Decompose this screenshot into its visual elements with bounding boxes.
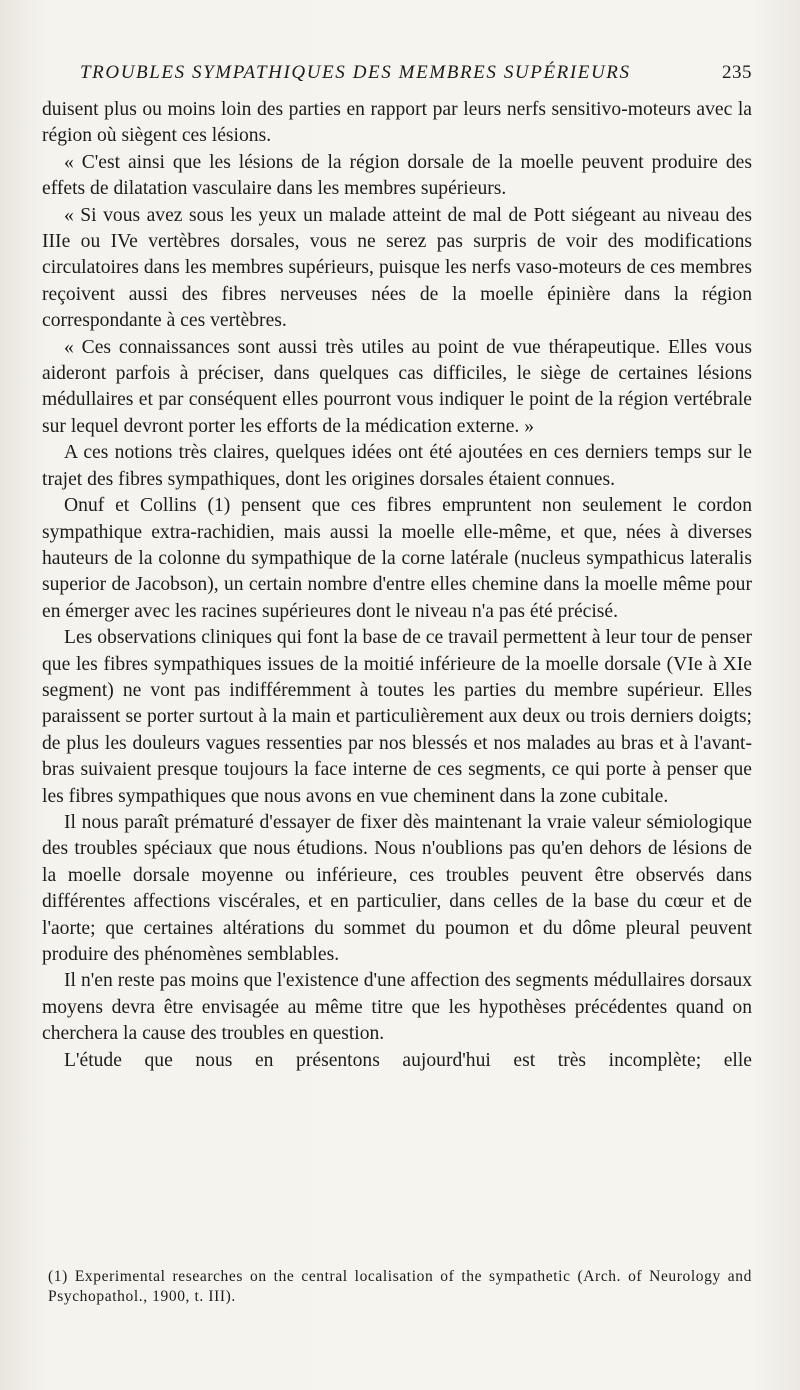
paragraph: L'étude que nous en présentons aujourd'hui est très incomplète; elle [64, 1049, 752, 1071]
paragraph: « Ces connaissances sont aussi très utiles au point de vue thérapeutique. Elles vous aideront parfois à préciser, dans quelques cas difficiles, le siège de certaines lésions médullaires et par conséquent elles pourront vous indiquer le point de la région vertébrale sur lequel devront porter les efforts de la médication externe. » [42, 336, 752, 437]
footnote: (1) Experimental researches on the central localisation of the sympathetic (Arch. of Neurology and Psychopathol., 1900, t. III). [48, 1268, 752, 1305]
body-text [42, 97, 752, 1074]
running-title: TROUBLES SYMPATHIQUES DES MEMBRES SUPÉRIEURS [80, 62, 631, 83]
paragraph: Il nous paraît prématuré d'essayer de fixer dès maintenant la vraie valeur sémiologique des troubles spéciaux que nous étudions. Nous n'oublions pas qu'en dehors de lésions de la moelle dorsale moyenne ou inférieure, ces troubles peuvent être observés dans différentes affections viscérales, et en particulier, dans celles de la base du cœur et de l'aorte; que certaines altérations du sommet du poumon et du dôme pleural peuvent produire des phénomènes semblables. [42, 811, 752, 965]
paragraph: « Si vous avez sous les yeux un malade atteint de mal de Pott siégeant au niveau des IIIe ou IVe vertèbres dorsales, vous ne serez pas surpris de voir des modifications circulatoires dans les membres supérieurs, puisque les nerfs vaso-moteurs de ces membres reçoivent aussi des fibres nerveuses nées de la moelle épinière dans la région correspondante à ces vertèbres. [42, 204, 752, 332]
paragraph: Onuf et Collins (1) pensent que ces fibres empruntent non seulement le cordon sympathique extra-rachidien, mais aussi la moelle elle-même, et que, nées à diverses hauteurs de la colonne du sympathique de la corne latérale (nucleus sympathicus lateralis superior de Jacobson), un certain nombre d'entre elles chemine dans la moelle même pour en émerger avec les racines supérieures dont le niveau n'a pas été précisé. [42, 495, 752, 622]
paragraph: Les observations cliniques qui font la base de ce travail permettent à leur tour de penser que les fibres sympathiques issues de la moitié inférieure de la moelle dorsale (VIe à XIe segment) ne vont pas indifféremment à toutes les parties du membre supérieur. Elles paraissent se porter surtout à la main et particulièrement aux deux ou trois derniers doigts; de plus les douleurs vagues ressenties par nos blessés et nos malades au bras et à l'avant-bras suivaient presque toujours la face interne de ces segments, ce qui porte à penser que les fibres sympathiques que nous avons en vue cheminent dans la zone cubitale. [42, 627, 752, 807]
paragraph: A ces notions très claires, quelques idées ont été ajoutées en ces derniers temps sur le trajet des fibres sympathiques, dont les origines dorsales étaient connues. [42, 442, 752, 490]
page-number: 235 [722, 62, 752, 83]
paragraph: « C'est ainsi que les lésions de la région dorsale de la moelle peuvent produire des effets de dilatation vasculaire dans les membres supérieurs. [42, 151, 752, 200]
paragraph: duisent plus ou moins loin des parties en rapport par leurs nerfs sensitivo-moteurs avec la région où siègent ces lésions. [42, 99, 752, 147]
paragraph: Il n'en reste pas moins que l'existence d'une affection des segments médullaires dorsaux moyens devra être envisagée au même titre que les hypothèses précédentes quand on cherchera la cause des troubles en question. [42, 970, 752, 1045]
running-header [62, 62, 752, 86]
